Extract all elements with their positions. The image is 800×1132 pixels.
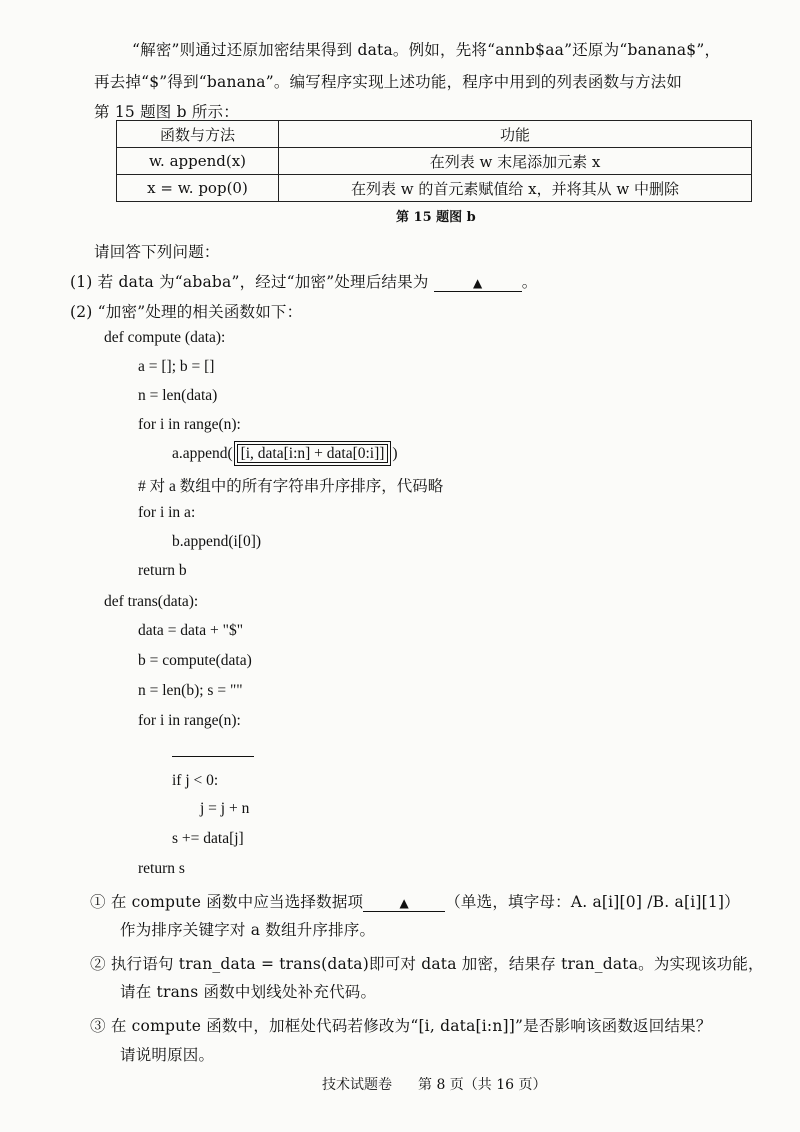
code-line: for i in range(n): [138,712,241,729]
circled-number: ② [90,955,106,973]
code-line: return b [138,562,187,579]
sub-question-1-cont: 作为排序关键字对 a 数组升序排序。 [120,921,376,939]
table-cell: 在列表 w 的首元素赋值给 x，并将其从 w 中删除 [279,175,752,202]
code-comment: # 对 a 数组中的所有字符串升序排序，代码略 [138,478,444,495]
table-header-cell: 功能 [279,121,752,148]
sub-question-2-cont: 请在 trans 函数中划线处补充代码。 [120,983,377,1001]
sub-question-2 [90,952,764,974]
triangle-marker-icon: ▲ [472,276,483,290]
table-caption: 第 15 题图 b [396,210,476,225]
code-line: s += data[j] [172,830,244,847]
code-line: b = compute(data) [138,652,252,669]
question-1-text: (1) 若 data 为“ababa”，经过“加密”处理后结果为 [70,273,429,291]
code-fill-blank[interactable] [172,756,254,757]
sub-question-3-text: 在 compute 函数中，加框处代码若修改为“[i, data[i:n]]”是否影响该函数返回结果？ [110,1017,712,1035]
table-row [117,175,752,202]
code-line: def compute (data): [104,329,226,346]
code-line: n = len(b); s = "" [138,682,243,699]
table-cell: x = w. pop(0) [117,175,279,202]
question-2: (2) “加密”处理的相关函数如下： [70,303,303,321]
question-1-end: 。 [521,273,538,291]
table-cell: w. append(x) [117,148,279,175]
circled-number: ③ [90,1017,106,1035]
table-header-row [117,121,752,148]
code-line: b.append(i[0]) [172,533,262,550]
intro-line-2: 再去掉“$”得到“banana”。编写程序实现上述功能，程序中用到的列表函数与方法如 [94,73,683,91]
sub-question-1 [90,890,740,912]
sub-question-1-options: （单选，填字母：A. a[i][0] /B. a[i][1]） [445,893,740,911]
triangle-marker-icon: ▲ [399,896,409,910]
footer-title: 技术试题卷 [322,1077,392,1093]
code-line: j = j + n [200,800,250,817]
page-number: 第 8 页（共 16 页） [418,1077,547,1093]
code-line: for i in a: [138,504,196,521]
code-line: if j < 0: [172,772,219,789]
sub-question-3 [90,1014,712,1036]
circled-number: ① [90,893,106,911]
sub-question-3-cont: 请说明原因。 [120,1046,215,1064]
table-row [117,148,752,175]
answer-blank-1[interactable] [434,273,522,292]
code-line: n = len(data) [138,387,218,404]
function-table [116,120,752,202]
code-line: for i in range(n): [138,416,241,433]
code-line-append [172,445,397,463]
intro-line-3: 第 15 题图 b 所示： [94,103,239,121]
answer-prompt: 请回答下列问题： [94,243,220,261]
code-line: def trans(data): [104,593,199,610]
sub-question-2-text: 执行语句 tran_data = trans(data)即可对 data 加密，结果存 tran_data。为实现该功能， [110,955,764,973]
code-line: a = []; b = [] [138,358,215,375]
code-fragment: a.append( [172,445,233,462]
table-cell: 在列表 w 末尾添加元素 x [279,148,752,175]
answer-blank-2[interactable] [363,893,445,912]
code-fragment: ) [392,445,398,462]
code-line: return s [138,860,185,877]
question-1 [70,270,537,292]
boxed-code: [i, data[i:n] + data[0:i]] [237,444,389,463]
code-line: data = data + "$" [138,622,244,639]
intro-line-1: “解密”则通过还原加密结果得到 data。例如，先将“annb$aa”还原为“banana$”， [132,41,721,59]
table-header-cell: 函数与方法 [117,121,279,148]
sub-question-1-text: 在 compute 函数中应当选择数据项 [110,893,364,911]
